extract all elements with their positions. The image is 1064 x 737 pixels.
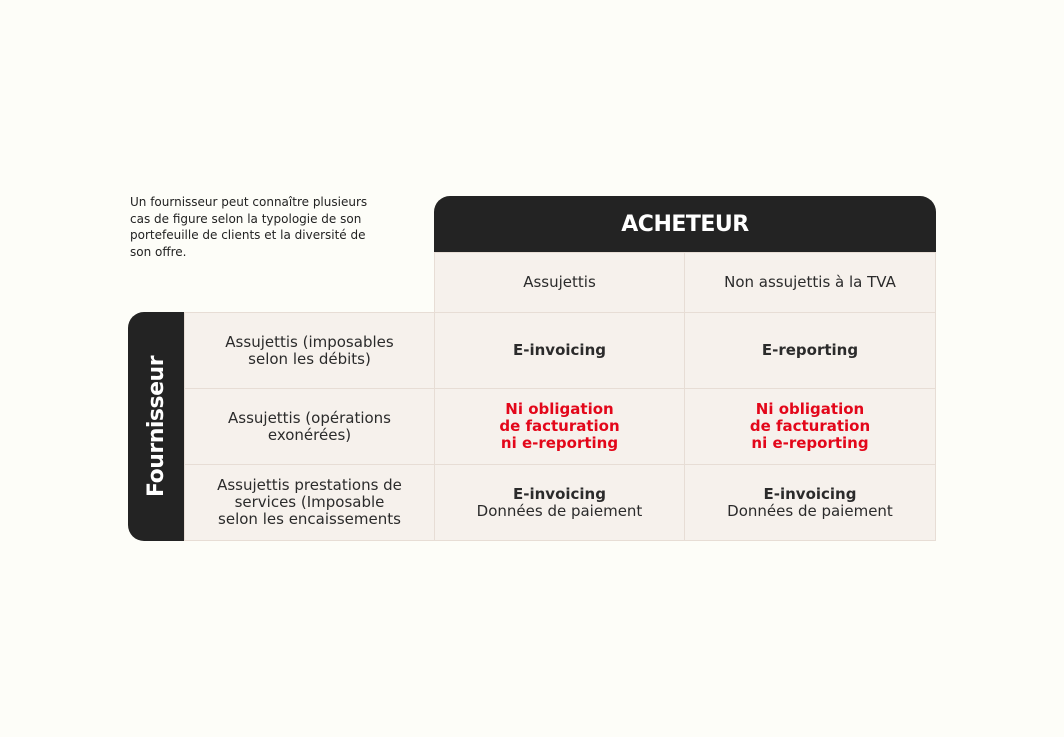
cell-row2-assujettis xyxy=(434,388,685,465)
intro-text xyxy=(130,194,390,260)
cell-value: E-reporting xyxy=(761,341,859,359)
cell-row3-assujettis xyxy=(434,464,685,541)
cell-value-line: Données de paiement xyxy=(727,501,893,520)
cell-value-line: de facturation xyxy=(499,417,620,435)
cell-value-line: E-invoicing xyxy=(763,484,857,503)
intro-line: cas de figure selon la typologie de son xyxy=(130,211,362,226)
cell-value: E-invoicing xyxy=(513,341,606,359)
fournisseur-header xyxy=(128,312,185,541)
cell-value-line: Ni obligation xyxy=(755,400,865,418)
row-label-operations-exonerees xyxy=(184,388,435,465)
cell-row1-assujettis xyxy=(434,312,685,389)
row-label-line: Assujettis prestations de xyxy=(217,476,402,494)
cell-value-line: Ni obligation xyxy=(505,400,614,418)
row-label-line: services (Imposable xyxy=(234,493,385,511)
column-header-label: Assujettis xyxy=(523,273,596,291)
intro-line: portefeuille de clients et la diversité de xyxy=(130,228,366,242)
acheteur-header xyxy=(434,196,936,252)
fournisseur-label: Fournisseur xyxy=(144,355,169,498)
column-header-assujettis xyxy=(434,252,685,313)
row-label-prestations-services xyxy=(184,464,435,541)
acheteur-label: ACHETEUR xyxy=(621,211,749,237)
row-label-line: Assujettis (opérations xyxy=(228,408,391,427)
row-label-line: exonérées) xyxy=(267,425,352,444)
cell-row1-non-assujettis xyxy=(684,312,936,389)
column-header-non-assujettis xyxy=(684,252,936,313)
row-label-line: selon les encaissements xyxy=(218,510,401,528)
cell-row3-non-assujettis xyxy=(684,464,936,541)
cell-row2-non-assujettis xyxy=(684,388,936,465)
row-label-line: Assujettis (imposables xyxy=(225,332,394,351)
intro-line: son offre. xyxy=(130,244,187,259)
cell-value-line: ni e-reporting xyxy=(751,434,869,452)
intro-line: Un fournisseur peut connaître plusieurs xyxy=(130,195,368,209)
cell-value-line: E-invoicing xyxy=(513,484,606,503)
cell-value-line: Données de paiement xyxy=(476,501,643,520)
row-label-line: selon les débits) xyxy=(248,349,371,368)
row-label-imposables-debits xyxy=(184,312,435,389)
column-header-label: Non assujettis à la TVA xyxy=(724,273,896,291)
cell-value-line: de facturation xyxy=(749,417,871,435)
cell-value-line: ni e-reporting xyxy=(500,434,619,452)
